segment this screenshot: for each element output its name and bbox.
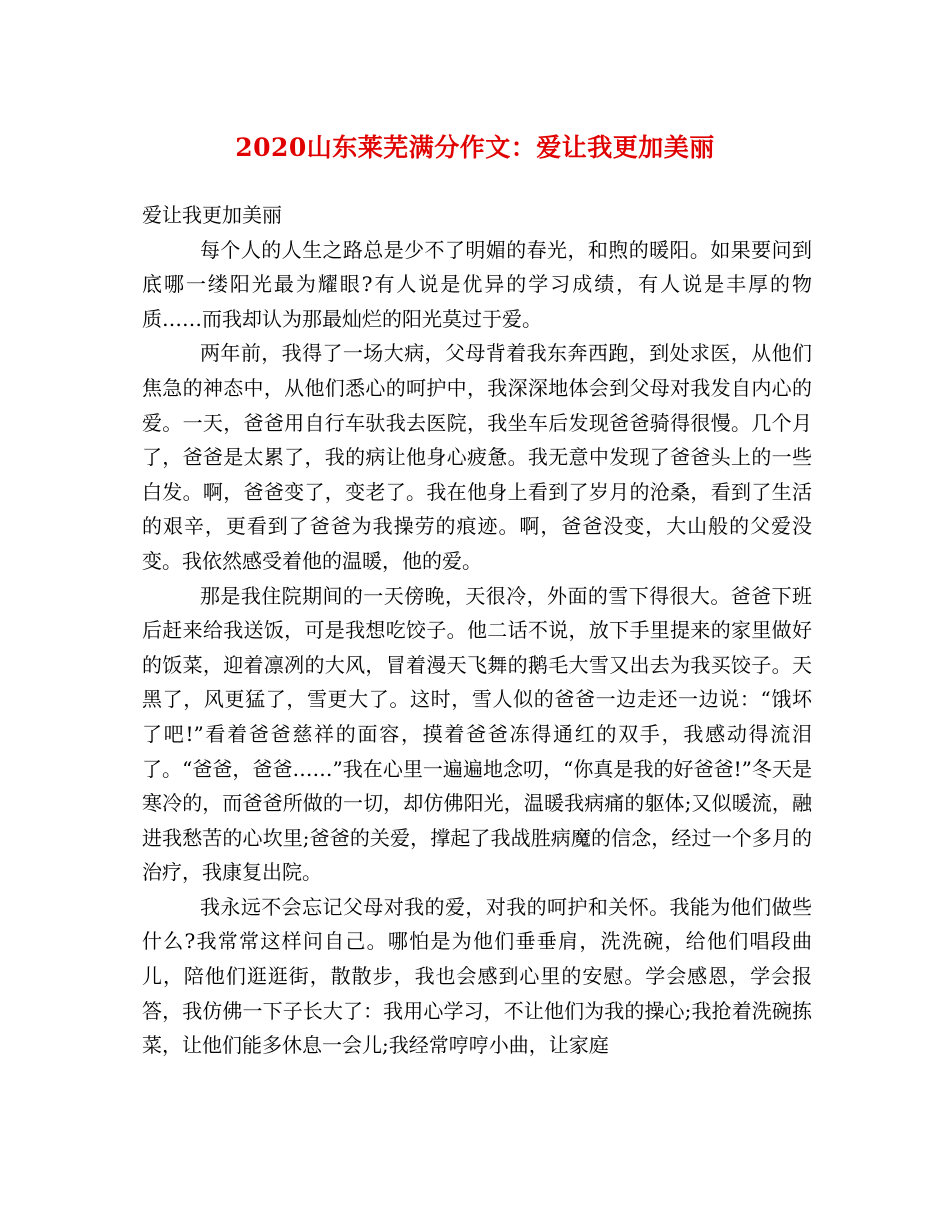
paragraph: 两年前，我得了一场大病，父母背着我东奔西跑，到处求医，从他们焦急的神态中，从他们悉心的呵护中，我深深地体会到父母对我发自内心的爱。一天，爸爸用自行车驮我去医院，我坐车后发现爸爸骑得很慢。几个月了，爸爸是太累了，我的病让他身心疲惫。我无意中发现了爸爸头上的一些白发。啊，爸爸变了，变老了。我在他身上看到了岁月的沧桑，看到了生活的艰辛，更看到了爸爸为我操劳的痕迹。啊，爸爸没变，大山般的父爱没变。我依然感受着他的温暖，他的爱。 [142,341,812,573]
document-title: 2020山东莱芜满分作文：爱让我更加美丽 [235,133,715,162]
paragraph: 每个人的人生之路总是少不了明媚的春光，和煦的暖阳。如果要问到底哪一缕阳光最为耀眼?有人说是优异的学习成绩，有人说是丰厚的物质……而我却认为那最灿烂的阳光莫过于爱。 [142,237,812,331]
essay-subtitle: 爱让我更加美丽 [142,203,282,227]
document-body [142,198,812,1063]
paragraph: 我永远不会忘记父母对我的爱，对我的呵护和关怀。我能为他们做些什么?我常常这样问自己。哪怕是为他们垂垂肩，洗洗碗，给他们唱段曲儿，陪他们逛逛街，散散步，我也会感到心里的安慰。学会感恩，学会报答，我仿佛一下子长大了：我用心学习，不让他们为我的操心;我抢着洗碗拣菜，让他们能多休息一会儿;我经常哼哼小曲，让家庭 [142,894,812,1058]
paragraph: 那是我住院期间的一天傍晚，天很冷，外面的雪下得很大。爸爸下班后赶来给我送饭，可是我想吃饺子。他二话不说，放下手里提来的家里做好的饭菜，迎着凛冽的大风，冒着漫天飞舞的鹅毛大雪又出去为我买饺子。天黑了，风更猛了，雪更大了。这时，雪人似的爸爸一边走还一边说：“饿坏了吧!”看着爸爸慈祥的面容，摸着爸爸冻得通红的双手，我感动得流泪了。“爸爸，爸爸……”我在心里一遍遍地念叨，“你真是我的好爸爸!”冬天是寒冷的，而爸爸所做的一切，却仿佛阳光，温暖我病痛的躯体;又似暖流，融进我愁苦的心坎里;爸爸的关爱，撑起了我战胜病魔的信念，经过一个多月的治疗，我康复出院。 [142,583,812,885]
